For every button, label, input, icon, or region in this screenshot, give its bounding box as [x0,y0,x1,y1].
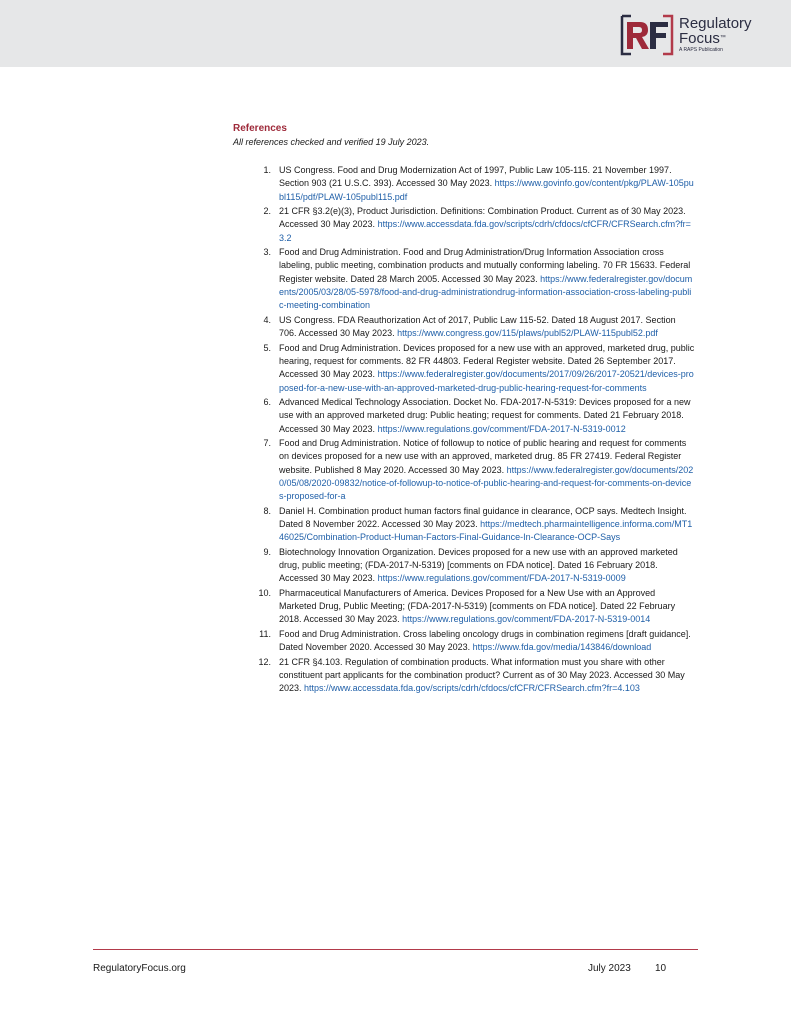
reference-text: Biotechnology Innovation Organization. Devices proposed for a new use with an approved marketed drug, public meeting; (FDA-2017-N-5319) [comments on FDA notice]. Dated 16 February 2018. Accessed 30 May 2023. [279,546,678,584]
reference-item [255,246,695,312]
reference-item [255,628,695,655]
reference-link[interactable]: https://www.regulations.gov/comment/FDA-2017-N-5319-0014 [402,614,651,625]
reference-number: 11. [259,628,271,639]
section-title: References [233,123,287,134]
reference-link[interactable]: https://www.federalregister.gov/documents/2017/09/26/2017-20521/devices-proposed-for-a-new-use-with-an-approved-marketed-drug-public-hearing-request-for-comments [279,369,694,393]
reference-link[interactable]: https://www.regulations.gov/comment/FDA-2017-N-5319-0012 [377,423,626,434]
reference-item [255,546,695,586]
reference-item [255,505,695,545]
reference-text: Food and Drug Administration. Cross labeling oncology drugs in combination regimens [draft guidance]. Dated November 2020. Accessed 30 May 2023. [279,628,691,653]
reference-link[interactable]: https://www.federalregister.gov/documents/2005/03/28/05-5978/food-and-drug-administrationdrug-information-association-cross-labeling-public-meeting-combination [279,273,693,311]
page-number: 10 [655,963,667,974]
reference-text: Food and Drug Administration. Notice of followup to notice of public hearing and request for comments on devices proposed for a new use with an approved, marketed drug. 85 FR 27419. Federal Register website. Published 8 May 2020. Accessed 30 May 2023. [279,438,687,475]
reference-number: 9. [263,546,271,557]
reference-number: 7. [263,438,271,449]
reference-link[interactable]: https://www.federalregister.gov/documents/2020/05/08/2020-09832/notice-of-followup-to-notice-of-public-hearing-and-request-for-comments-on-devices-proposed-for-a [279,464,694,502]
logo-word-regulatory: Regulatory [679,15,752,32]
reference-text: 21 CFR §3.2(e)(3), Product Jurisdiction. Definitions: Combination Product. Current as of 30 May 2023. Accessed 30 May 2023. [279,206,686,230]
reference-text: Daniel H. Combination product human factors final guidance in clearance, OCP says. Medtech Insight. Dated 8 November 2022. Accessed 30 May 2023. [279,505,687,530]
reference-link[interactable]: https://www.govinfo.gov/content/pkg/PLAW-105publ115/pdf/PLAW-105publ115.pdf [279,178,694,202]
reference-link[interactable]: https://www.congress.gov/115/plaws/publ52/PLAW-115publ52.pdf [397,328,658,339]
reference-text: US Congress. Food and Drug Modernization Act of 1997, Public Law 105-115. 21 November 1997. Section 903 (21 U.S.C. 393). Accessed 30 May 2023. [279,165,672,189]
reference-item [255,656,695,696]
reference-link[interactable]: https://www.accessdata.fda.gov/scripts/cdrh/cfdocs/cfCFR/CFRSearch.cfm?fr=4.103 [304,683,640,694]
logo-subtitle: A RAPS Publication [679,47,723,53]
reference-text: Pharmaceutical Manufacturers of America. Devices Proposed for a New Use with an Approved Marketed Drug, Public Meeting; (FDA-2017-N-5319) [comments on FDA notice]. Dated 22 February 2018. Accessed 30 May 2023. [279,587,676,625]
header-band [0,0,791,67]
footer-divider [93,949,698,950]
reference-number: 2. [263,206,271,217]
footer-date: July 2023 [588,963,631,974]
section-note: All references checked and verified 19 July 2023. [233,137,430,147]
reference-item [255,437,695,503]
reference-item [255,314,695,341]
reference-number: 4. [263,314,271,325]
reference-number: 3. [263,247,271,258]
reference-number: 1. [263,165,271,175]
trademark-symbol: ™ [719,35,726,41]
regulatory-focus-logo[interactable] [618,14,768,56]
reference-item [255,164,695,204]
rf-logo-mark [618,14,676,56]
reference-item [255,396,695,436]
reference-number: 6. [263,396,271,407]
logo-word-focus: Focus™ [679,30,726,47]
reference-link[interactable]: https://www.regulations.gov/comment/FDA-2017-N-5319-0009 [377,573,626,584]
reference-text: Food and Drug Administration. Food and Drug Administration/Drug Information Association cross labeling, public meeting, combination products and mutually conforming labeling. 70 FR 15633. Federal Register website. Dated 28 March 2005. Accessed 30 May 2023. [279,247,691,284]
reference-link[interactable]: https://medtech.pharmaintelligence.informa.com/MT146025/Combination-Product-Human-Factors-Final-Guidance-In-Clearance-OCP-Says [279,519,693,543]
reference-text: Food and Drug Administration. Devices proposed for a new use with an approved, marketed drug, public hearing, request for comments. 82 FR 44803. Federal Register website. Dated 26 September 2017. Accessed 30 May 2023. [279,342,695,380]
reference-item [255,342,695,395]
reference-text: US Congress. FDA Reauthorization Act of 2017, Public Law 115-52. Dated 18 August 2017. Section 706. Accessed 30 May 2023. [279,314,676,339]
reference-number: 8. [263,505,271,516]
reference-text: 21 CFR §4.103. Regulation of combination products. What information must you share with other constituent part applicants for the combination product? Current as of 30 May 2023. Accessed 30 May 2023. [279,656,685,694]
reference-number: 12. [258,656,271,667]
reference-item [255,587,695,627]
reference-link[interactable]: https://www.accessdata.fda.gov/scripts/cdrh/cfdocs/cfCFR/CFRSearch.cfm?fr=3.2 [279,219,691,243]
reference-item [255,205,695,245]
reference-number: 5. [263,342,271,353]
reference-text: Advanced Medical Technology Association. Docket No. FDA-2017-N-5319: Devices proposed for a new use with an approved marketed drug: Public heating; request for comments. Dated 21 February 2018. Accessed 30 May 2023. [279,396,691,434]
footer-site-name: RegulatoryFocus.org [93,963,186,974]
reference-list [255,164,695,697]
reference-number: 10. [258,587,271,598]
reference-link[interactable]: https://www.fda.gov/media/143846/download [472,642,652,653]
